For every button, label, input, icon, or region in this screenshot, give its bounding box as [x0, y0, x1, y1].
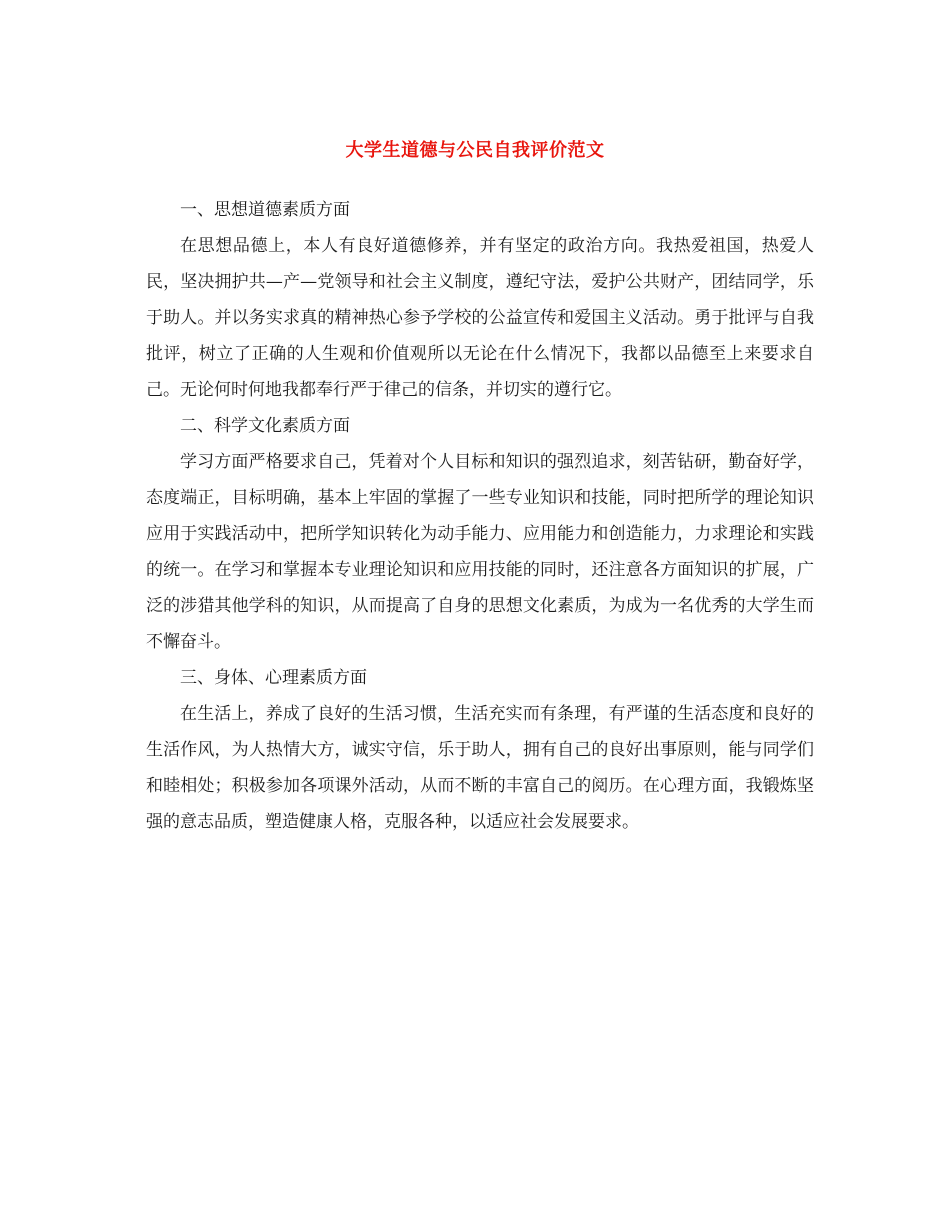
section-body-1: 在思想品德上，本人有良好道德修养，并有坚定的政治方向。我热爱祖国，热爱人民，坚决拥护共—产—党领导和社会主义制度，遵纪守法，爱护公共财产，团结同学，乐于助人。并以务实求真的精神热心参予学校的公益宣传和爱国主义活动。勇于批评与自我批评，树立了正确的人生观和价值观所以无论在什么情况下，我都以品德至上来要求自己。无论何时何地我都奉行严于律己的信条，并切实的遵行它。 — [146, 236, 814, 400]
document-title: 大学生道德与公民自我评价范文 — [345, 140, 605, 161]
section-heading-2: 二、科学文化素质方面 — [180, 416, 350, 436]
document-body — [146, 192, 814, 840]
section-heading-3: 三、身体、心理素质方面 — [180, 668, 367, 688]
section-body-3: 在生活上，养成了良好的生活习惯，生活充实而有条理，有严谨的生活态度和良好的生活作风，为人热情大方，诚实守信，乐于助人，拥有自己的良好出事原则，能与同学们和睦相处；积极参加各项课外活动，从而不断的丰富自己的阅历。在心理方面，我锻炼坚强的意志品质，塑造健康人格，克服各种，以适应社会发展要求。 — [146, 704, 814, 832]
section-heading-1: 一、思想道德素质方面 — [180, 200, 350, 220]
section-body-2: 学习方面严格要求自己，凭着对个人目标和知识的强烈追求，刻苦钻研，勤奋好学，态度端正，目标明确，基本上牢固的掌握了一些专业知识和技能，同时把所学的理论知识应用于实践活动中，把所学知识转化为动手能力、应用能力和创造能力，力求理论和实践的统一。在学习和掌握本专业理论知识和应用技能的同时，还注意各方面知识的扩展，广泛的涉猎其他学科的知识，从而提高了自身的思想文化素质，为成为一名优秀的大学生而不懈奋斗。 — [146, 452, 814, 652]
